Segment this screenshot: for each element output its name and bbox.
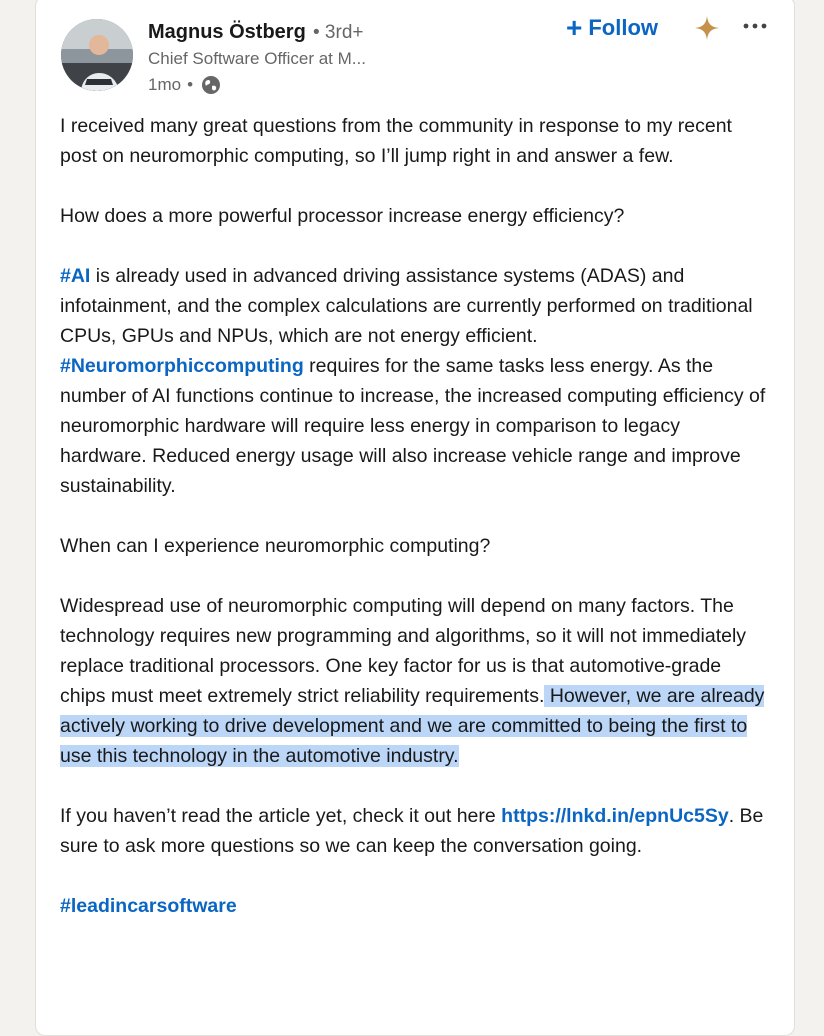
closing-text-b: . Be sure to ask more questions so we can keep the conversation going. xyxy=(60,805,764,857)
paragraph-closing xyxy=(60,801,772,861)
article-link[interactable]: https://lnkd.in/epnUc5Sy xyxy=(501,805,729,827)
closing-text-a: If you haven’t read the article yet, check it out here xyxy=(60,805,502,827)
plus-icon: + xyxy=(566,12,583,43)
sparkle-icon xyxy=(694,15,720,41)
ellipsis-icon xyxy=(743,22,767,30)
paragraph-answer-1 xyxy=(60,261,772,501)
post-header xyxy=(36,0,794,107)
avatar[interactable] xyxy=(61,19,133,91)
post-body xyxy=(60,111,772,951)
author-headline[interactable]: Chief Software Officer at M... xyxy=(148,49,366,68)
hashtag-leadincarsoftware[interactable]: #leadincarsoftware xyxy=(60,895,237,917)
post-time: 1mo xyxy=(148,75,182,94)
answer-2-text: Widespread use of neuromorphic computing will depend on many factors. The technology requires new programming and algorithms, so it will not immediately replace traditional processors. One key factor for us is that automotive-grade chips must meet extremely strict reliability requirements. xyxy=(60,595,747,707)
follow-label: Follow xyxy=(588,15,659,40)
paragraph-question-1: How does a more powerful processor increase energy efficiency? xyxy=(60,205,625,227)
post-meta xyxy=(148,74,222,96)
post-card xyxy=(35,0,795,1036)
answer-1-text-a: is already used in advanced driving assistance systems (ADAS) and infotainment, and the complex calculations are currently performed on traditional CPUs, GPUs and NPUs, which are not energy efficient. xyxy=(60,265,753,347)
follow-button[interactable] xyxy=(562,11,662,45)
paragraph-question-2: When can I experience neuromorphic computing? xyxy=(60,535,491,557)
selected-text: However, we are already actively working to drive development and we are committed to being the first to use this technology in the automotive industry. xyxy=(60,685,765,767)
more-options-button[interactable] xyxy=(738,11,772,41)
hashtag-neuromorphiccomputing[interactable]: #Neuromorphiccomputing xyxy=(60,355,304,377)
ai-spark-button[interactable] xyxy=(692,13,722,43)
globe-icon xyxy=(200,74,222,96)
author-name[interactable]: Magnus Östberg xyxy=(148,21,306,43)
avatar-image xyxy=(61,19,133,91)
paragraph-answer-2 xyxy=(60,591,772,771)
paragraph-intro: I received many great questions from the community in response to my recent post on neuromorphic computing, so I’ll jump right in and answer a few. xyxy=(60,115,732,167)
meta-separator: • xyxy=(187,75,194,94)
paragraph-hashtags xyxy=(60,891,772,921)
hashtag-ai[interactable]: #AI xyxy=(60,265,91,287)
answer-1-text-b: requires for the same tasks less energy. As the number of AI functions continue to increase, the increased computing efficiency of neuromorphic hardware will require less energy in comparison to legacy hardware. Reduced energy usage will also increase vehicle range and improve sustainability. xyxy=(60,355,766,497)
connection-degree: • 3rd+ xyxy=(313,22,364,43)
